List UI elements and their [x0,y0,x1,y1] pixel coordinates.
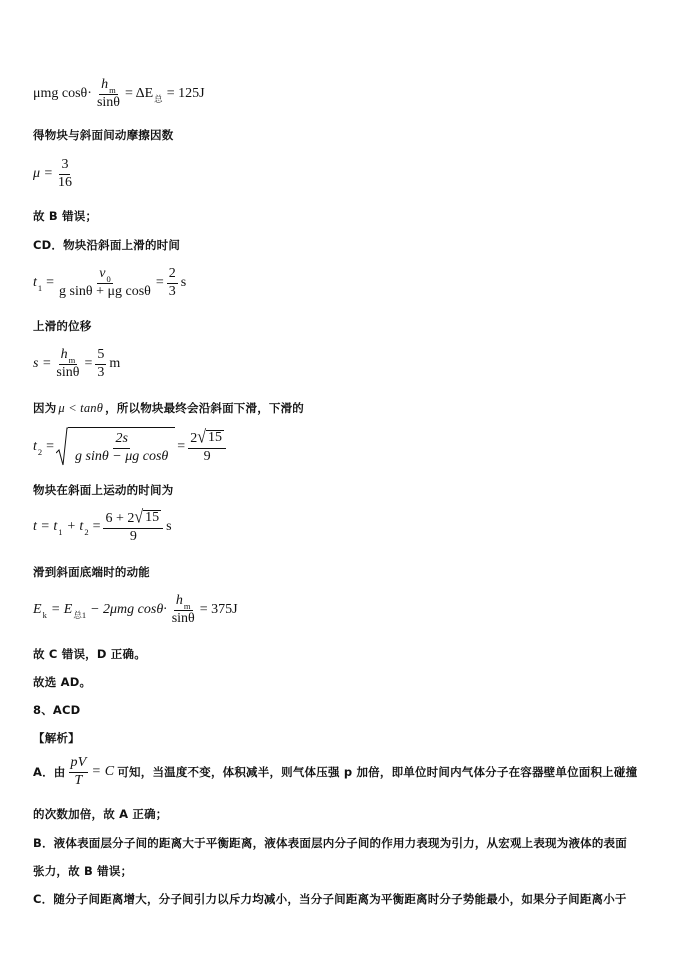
fraction [54,348,81,380]
fraction-denominator: 3 [168,283,176,299]
formula-text: = [46,439,55,454]
subscript: m [68,355,76,365]
fraction-denominator: 3 [97,364,105,380]
fraction-numerator: h [175,593,183,608]
subscript: 总1 [73,610,87,621]
formula-text: t = t [33,519,58,535]
fraction [73,432,170,464]
formula-text: t [33,275,37,291]
formula-time-up [33,267,186,299]
formula-energy-loss [33,78,205,110]
formula-kinetic-energy [33,594,238,626]
formula-total-time [33,507,172,544]
formula-time-down [33,427,229,467]
text-line: 故 B 错误； [33,209,98,223]
fraction-denominator: T [74,772,83,788]
formula-value: = 375J [199,602,238,618]
fraction-numerator: h [101,77,109,92]
radicand: 15 [207,429,222,445]
fraction: 6 + 2 √ 15 9 [103,510,163,544]
unit: m [109,356,121,372]
subscript: 1 [58,527,63,538]
fraction-denominator: sinθ [56,364,80,380]
unit: s [166,519,172,535]
fraction [56,158,74,190]
formula-text: − 2μmg cosθ· [90,602,167,618]
fraction-numerator: 5 [95,348,106,365]
text-line: 故 C 错误，D 正确。 [33,647,146,661]
text-fragment: ，所以物块最终会沿斜面下滑，下滑的 [105,401,304,415]
text-line [33,400,304,416]
fraction-denominator: sinθ [96,94,120,110]
formula-text: s = [33,356,52,372]
fraction [170,594,197,626]
subscript: 2 [37,447,43,457]
fraction-numerator: 2 [190,430,198,446]
subscript: 0 [106,274,111,284]
inline-math: = C [91,764,115,780]
subscript: 总 [154,94,163,105]
formula-text: t [33,439,37,454]
formula-text: μ = [33,166,53,182]
radicand: 15 [145,510,160,525]
fraction [69,756,89,788]
text-fragment: 因为 [33,401,57,415]
text-line: 故选 AD。 [33,675,92,689]
formula-text: = [177,439,186,454]
formula-text: = [84,356,93,372]
text-line: 物块在斜面上运动的时间为 [33,483,174,497]
inline-math: μ < tanθ [58,401,104,415]
fraction [167,267,178,299]
text-fragment: 可知，当温度不变，体积减半，则气体压强 p 加倍，即单位时间内气体分子在容器壁单位面积上碰撞 [117,765,638,780]
subscript: k [42,610,47,621]
formula-text: = ΔE [124,86,154,102]
text-line: 张力，故 B 错误； [33,864,133,878]
fraction-denominator: g sinθ − μg cosθ [75,449,169,464]
text-line: C．随分子间距离增大，分子间引力以斥力均减小，当分子间距离为平衡距离时分子势能最小，如果分子间距离小于 [33,892,627,906]
subscript: m [109,85,116,95]
formula-text: + t [66,519,84,535]
text-line [33,756,637,788]
unit: s [180,275,187,291]
text-line: CD．物块沿斜面上滑的时间 [33,238,181,252]
fraction-numerator: 2s [115,431,128,447]
fraction-numerator: v [99,266,106,281]
text-fragment: A．由 [33,765,66,780]
fraction-denominator: g sinθ + μg cosθ [59,283,151,299]
fraction [57,267,153,299]
fraction-denominator: 9 [129,528,137,544]
formula-text: = E [50,602,73,618]
fraction-denominator: 9 [203,448,211,464]
square-root [56,427,175,467]
analysis-heading: 【解析】 [33,731,80,745]
text-line: 的次数加倍，故 A 正确； [33,807,168,821]
fraction-denominator: 16 [57,174,72,190]
fraction: 2 √ 15 9 [188,430,226,464]
fraction-numerator: 2 [167,267,178,284]
fraction-numerator: 6 + 2 [105,511,135,526]
text-line: B．液体表面层分子间的距离大于平衡距离，液体表面层内分子间的作用力表现为引力，从宏观上表现为液体的表面 [33,836,627,850]
text-line: 上滑的位移 [33,319,92,333]
formula-value: = 125J [166,86,205,102]
subscript: m [183,601,191,611]
formula-displacement [33,348,120,380]
fraction-numerator: pV [70,755,87,770]
formula-text: μmg cosθ· [33,86,92,102]
subscript: 2 [84,527,89,538]
fraction-numerator: 3 [59,158,70,175]
formula-text: = [155,275,164,291]
formula-friction-coefficient [33,158,77,190]
fraction [95,78,122,110]
fraction-numerator: h [60,347,68,362]
formula-text: = [46,275,55,291]
fraction [95,348,106,380]
formula-text: = [92,519,101,535]
text-line: 滑到斜面底端时的动能 [33,565,150,579]
formula-text: E [33,602,42,618]
subscript: 1 [37,283,43,294]
fraction-denominator: sinθ [171,610,195,626]
text-line: 得物块与斜面间动摩擦因数 [33,128,174,142]
answer-heading: 8、ACD [33,703,81,717]
